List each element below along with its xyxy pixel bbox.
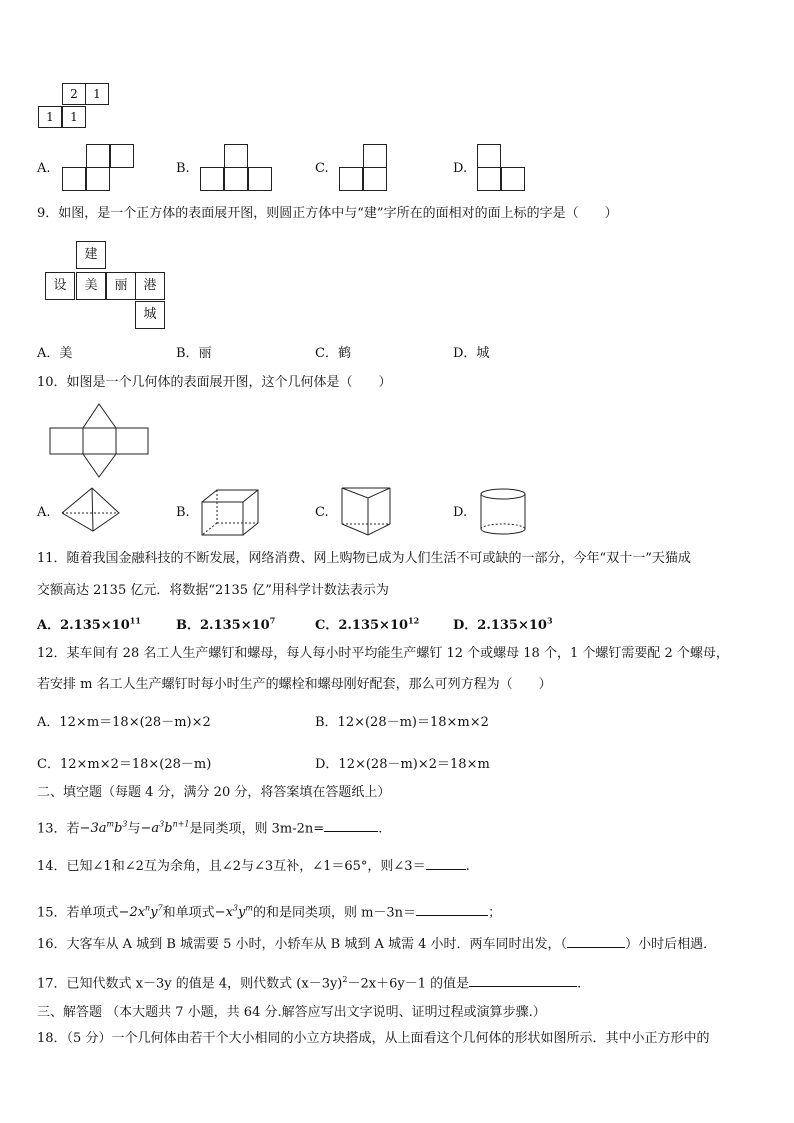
q11-option-d: D．$2.135\times 10^3$ <box>453 615 553 633</box>
grid-cell: 1 <box>62 106 86 128</box>
net-cell: 美 <box>76 272 106 300</box>
cube-icon <box>200 488 262 538</box>
net-cell: 丽 <box>106 272 136 300</box>
question-13: 13．若$-3a^mb^3$与$-a^3b^{n+1}$是同类项，则 3m-2n= . <box>37 820 383 837</box>
question-11-line2: 交额高达 2135 亿元．将数据“2135 亿”用科学计数法表示为 <box>37 583 389 598</box>
q8-option-a-label: A. <box>37 161 51 176</box>
q9-option-b: B．丽 <box>176 346 212 361</box>
net-cell: 港 <box>135 272 165 300</box>
answer-blank[interactable] <box>469 986 577 987</box>
net-cell: 城 <box>135 301 165 329</box>
grid-cell: 1 <box>85 83 109 105</box>
q12-option-a: A．12×m＝18×(28－m)×2 <box>37 715 211 730</box>
q12-option-b: B．12×(28－m)＝18×m×2 <box>315 715 489 730</box>
q8-option-d-label: D. <box>453 161 468 176</box>
section-3-heading: 三、解答题 （本大题共 7 小题，共 64 分.解答应写出文字说明、证明过程或演算步骤.） <box>37 1005 546 1020</box>
q10-option-b-label: B. <box>176 505 190 520</box>
question-18: 18．（5 分）一个几何体由若干个大小相同的小立方块搭成，从上面看这个几何体的形状如图所示．其中小正方形中的 <box>37 1031 710 1046</box>
question-12-line1: 12．某车间有 28 名工人生产螺钉和螺母，每人每小时平均能生产螺钉 12 个或螺母 18 个，1 个螺钉需要配 2 个螺母， <box>37 646 729 661</box>
question-15: 15．若单项式$-2x^ny^7$和单项式$-x^3y^m$的和是同类项，则 m－3n＝ ； <box>37 904 502 921</box>
q8-option-b-label: B. <box>176 161 190 176</box>
q10-option-c-label: C. <box>315 505 329 520</box>
question-17: 17．已知代数式 x－3y 的值是 4，则代数式 $(x-3y)^2-2x+6y-1$ 的值是 . <box>37 975 582 992</box>
pyramid-icon <box>60 486 122 536</box>
q9-option-c: C．鹤 <box>315 346 351 361</box>
q11-option-c: C．$2.135\times 10^{12}$ <box>315 615 420 633</box>
grid-cell: 1 <box>38 106 62 128</box>
question-14: 14．已知∠1和∠2互为余角，且∠2与∠3互补，∠1＝65°，则∠3＝ . <box>37 859 470 874</box>
question-16: 16．大客车从 A 城到 B 城需要 5 小时，小轿车从 B 城到 A 城需 4 小时．两车同时出发，（ ）小时后相遇． <box>37 937 717 952</box>
q10-option-d-label: D. <box>453 505 468 520</box>
q12-option-d: D．12×(28－m)×2＝18×m <box>315 757 490 772</box>
question-10: 10．如图是一个几何体的表面展开图，这个几何体是（ ） <box>37 375 392 390</box>
grid-cell: 2 <box>62 83 86 105</box>
question-11-line1: 11．随着我国金融科技的不断发展，网络消费、网上购物已成为人们生活不可或缺的一部分，今年“双十一”天猫成 <box>37 551 691 566</box>
q12-option-c: C．12×m×2＝18×(28－m) <box>37 757 212 772</box>
prism-net-figure <box>48 400 152 480</box>
net-cell: 设 <box>45 272 75 300</box>
q8-option-c-label: C. <box>315 161 329 176</box>
question-9: 9．如图，是一个正方体的表面展开图，则圆正方体中与“建”字所在的面相对的面上标的字是（ ） <box>37 206 618 221</box>
question-12-line2: 若安排 m 名工人生产螺钉时每小时生产的螺栓和螺母刚好配套，那么可列方程为（ ） <box>37 677 552 692</box>
q9-option-a: A．美 <box>37 346 73 361</box>
q10-option-a-label: A. <box>37 505 51 520</box>
q9-option-d: D．城 <box>453 346 490 361</box>
answer-blank[interactable] <box>416 915 488 916</box>
answer-blank[interactable] <box>324 831 378 832</box>
q11-option-a: A．$2.135\times 10^{11}$ <box>37 615 141 633</box>
q11-option-b: B．$2.135\times 10^7$ <box>176 615 276 633</box>
answer-blank[interactable] <box>426 869 466 870</box>
answer-blank[interactable] <box>567 947 625 948</box>
triangular-prism-icon <box>338 486 394 538</box>
net-cell: 建 <box>76 241 106 269</box>
section-2-heading: 二、填空题（每题 4 分，满分 20 分，将答案填在答题纸上） <box>37 785 391 800</box>
cylinder-icon <box>478 486 530 538</box>
